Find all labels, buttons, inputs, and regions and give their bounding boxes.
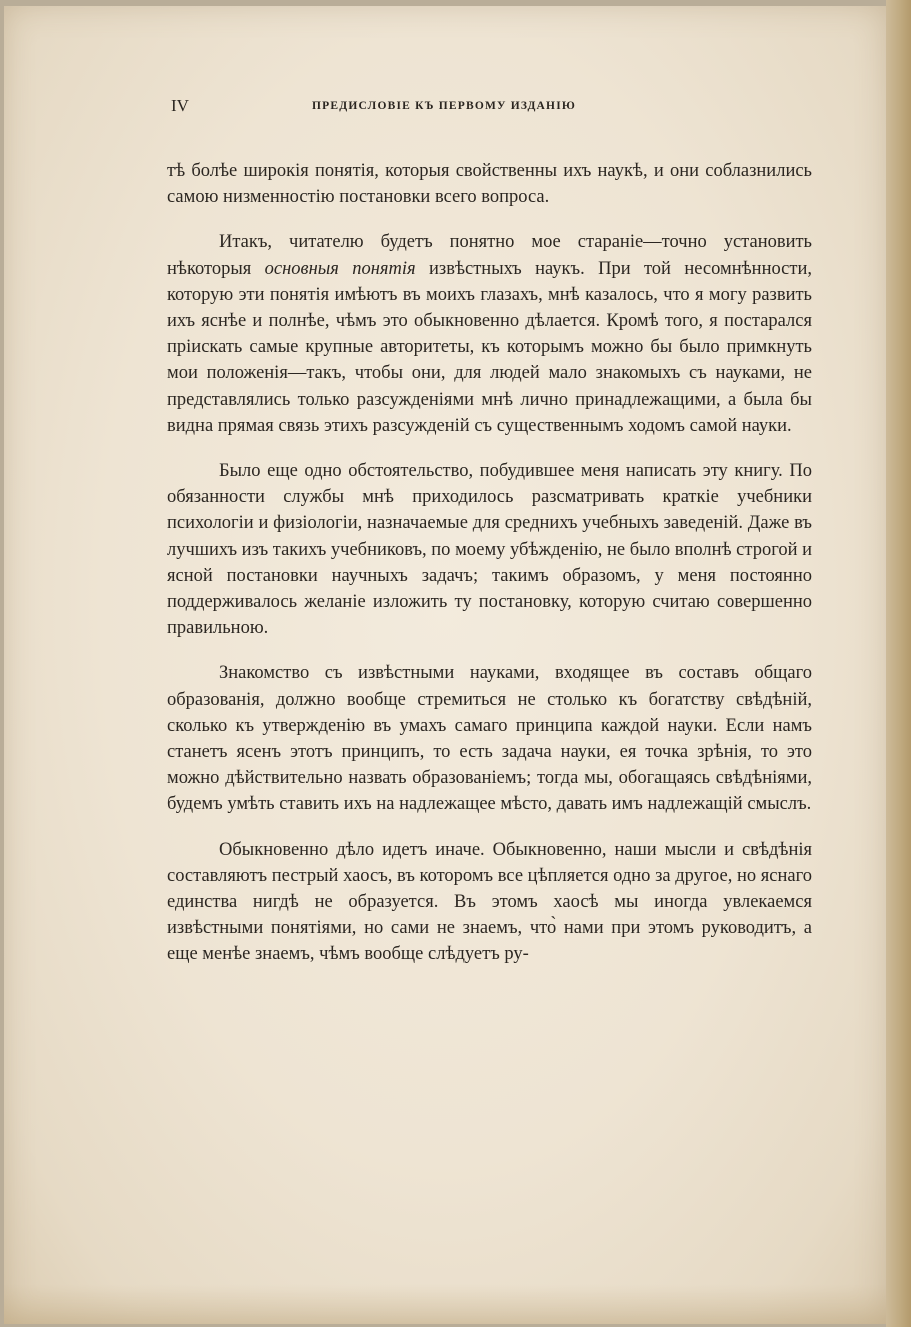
paragraph-2-emphasis: основныя понятія — [264, 258, 416, 279]
page-number: IV — [171, 96, 189, 115]
paragraph-2-part-2: извѣстныхъ наукъ. При той несомнѣнности, которую эти понятія имѣютъ въ моихъ глазахъ, мнѣ казалось, что я могу развить ихъ яснѣе и полнѣе, чѣмъ это обыкновенно дѣлается. Кромѣ того, я постарался пріискать самые крупные авторитеты, къ которымъ можно бы было примкнуть мои положенія—такъ, чтобы они, для людей мало знакомыхъ съ науками, не представлялись только разсужденіями мнѣ лично принадлежащими, а была бы видна прямая связь этихъ разсужденій съ существеннымъ ходомъ самой науки. — [167, 258, 812, 436]
paragraph-5: Обыкновенно дѣло идетъ иначе. Обыкновенно, наши мысли и свѣдѣнія составляютъ пестрый хаосъ, въ которомъ все цѣпляется одно за другое, но яснаго единства нигдѣ не образуется. Въ этомъ хаосѣ мы иногда увлекаемся извѣстными понятіями, но сами не знаемъ, что̀ нами при этомъ руководитъ, а еще менѣе знаемъ, чѣмъ вообще слѣдуетъ ру- — [167, 839, 812, 965]
page-header — [4, 96, 886, 122]
paragraph-1: тѣ болѣе широкія понятія, которыя свойственны ихъ наукѣ, и они соблазнились самою низменностію постановки всего вопроса. — [167, 161, 812, 208]
book-page — [4, 6, 886, 1324]
paragraph-3: Было еще одно обстоятельство, побудившее меня написать эту книгу. По обязанности службы мнѣ приходилось разсматривать краткіе учебники психологіи и физіологіи, назначаемые для среднихъ учебныхъ заведеній. Даже въ лучшихъ изъ такихъ учебниковъ, по моему убѣжденію, не было вполнѣ строгой и ясной постановки научныхъ задачъ; такимъ образомъ, у меня постоянно поддерживалось желаніе изложить ту постановку, которую считаю совершенно правильною. — [167, 461, 812, 639]
page-edge-shadow — [886, 0, 911, 1327]
page-stain — [4, 1284, 886, 1324]
running-title: ПРЕДИСЛОВІЕ КЪ ПЕРВОМУ ИЗДАНІЮ — [311, 100, 577, 112]
paragraph-2-part-1: Итакъ, читателю будетъ понятно мое стараніе—точно установить нѣкоторыя — [167, 232, 812, 279]
paragraph-2 — [167, 229, 812, 439]
paragraph-4: Знакомство съ извѣстными науками, входящее въ составъ общаго образованія, должно вообще стремиться не столько къ богатству свѣдѣній, сколько къ утвержденію въ умахъ самаго принципа каждой науки. Если намъ станетъ ясенъ этотъ принципъ, то есть задача науки, ея точка зрѣнія, то это можно дѣйствительно назвать образованіемъ; тогда мы, обогащаясь свѣдѣніями, будемъ умѣть ставить ихъ на надлежащее мѣсто, давать имъ надлежащій смыслъ. — [167, 663, 812, 815]
body-text — [167, 158, 812, 987]
